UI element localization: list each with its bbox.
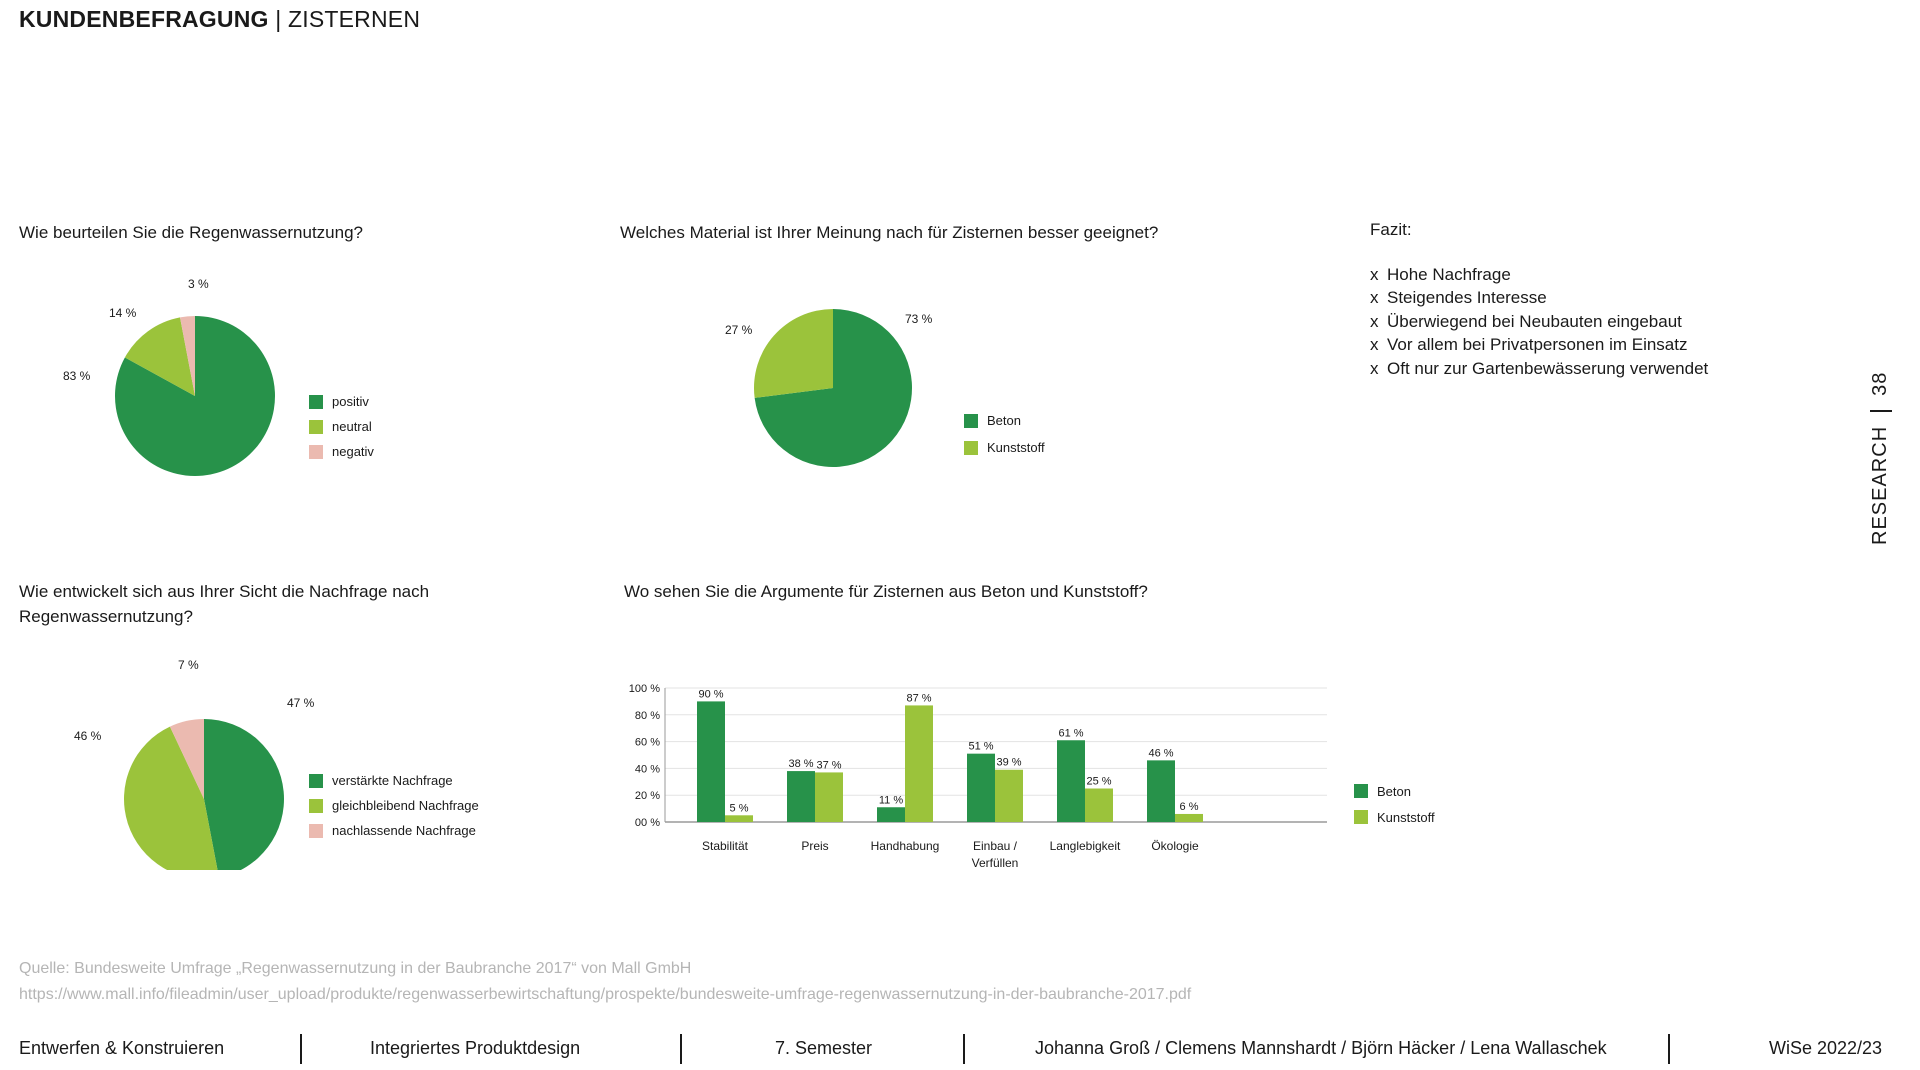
legend-item-positiv	[309, 389, 374, 414]
pie2-slice-kunststoff	[754, 309, 833, 398]
bar-beton-2	[877, 807, 905, 822]
footer-divider	[1668, 1034, 1670, 1064]
footer-term: WiSe 2022/23	[1769, 1038, 1883, 1058]
bar-beton-4	[1057, 740, 1085, 822]
side-section-name: RESEARCH	[1869, 425, 1891, 545]
legend-swatch	[309, 799, 323, 813]
bar-kunststoff-1	[815, 772, 843, 822]
bar-value-label: 39 %	[996, 756, 1022, 769]
bar-beton-3	[967, 754, 995, 822]
footer-program: Integriertes Produktdesign	[370, 1038, 581, 1058]
bar-kunststoff-0	[725, 815, 753, 822]
pie1-label-positiv: 83 %	[63, 369, 91, 383]
source-note	[19, 956, 1191, 1008]
fazit-item-text: Vor allem bei Privatpersonen im Einsatz	[1387, 335, 1688, 354]
fazit-item-text: Überwiegend bei Neubauten eingebaut	[1387, 311, 1682, 331]
legend-swatch	[964, 414, 978, 428]
y-tick-label: 00 %	[634, 817, 660, 829]
legend-item-gleichbleibend-nachfrage	[309, 793, 479, 818]
footer-course: Entwerfen & Konstruieren	[19, 1038, 225, 1058]
bar-value-label: 61 %	[1058, 727, 1084, 740]
x-tick-label: Einbau / Verfüllen	[971, 839, 1019, 870]
pie3-label-verstaerkt: 47 %	[287, 696, 315, 710]
bar-yticks	[629, 683, 660, 829]
pie1-label-neutral: 14 %	[109, 306, 137, 320]
footer-semester: 7. Semester	[775, 1038, 873, 1058]
source-line: Quelle: Bundesweite Umfrage „Regenwassernutzung in der Baubranche 2017“ von Mall GmbH	[19, 960, 692, 977]
fazit-item-text: Steigendes Interesse	[1387, 288, 1547, 307]
x-tick-label: Handhabung	[870, 839, 940, 853]
legend-item-neutral	[309, 414, 374, 439]
bar-value-label: 46 %	[1148, 747, 1174, 760]
bar-chart-arguments	[615, 670, 1335, 890]
legend-label: nachlassende Nachfrage	[332, 823, 476, 838]
fazit-item	[1370, 286, 1708, 310]
bar-value-label: 87 %	[906, 692, 932, 705]
source-url[interactable]: https://www.mall.info/fileadmin/user_upload/produkte/regenwasserbewirtschaftung/prospekte/bundesweite-umfrage-regenwassernutzung-in-der-baubranche-2017.pdf	[19, 986, 1192, 1003]
fazit-item-text: Oft nur zur Gartenbewässerung verwendet	[1387, 358, 1709, 378]
x-tick-label: Ökologie	[1151, 839, 1199, 853]
bar-value-label: 11 %	[878, 794, 904, 807]
y-tick-label: 60 %	[634, 736, 660, 749]
pie2-label-beton: 73 %	[905, 312, 933, 326]
legend-swatch	[1354, 810, 1368, 824]
bullet-x-icon: x	[1370, 264, 1379, 284]
bar-value-label: 25 %	[1086, 775, 1112, 788]
x-tick-label: Stabilität	[701, 839, 749, 853]
footer-divider	[680, 1034, 682, 1064]
question-demand: Wie entwickelt sich aus Ihrer Sicht die Nachfrage nach Regenwassernutzung?	[19, 582, 430, 626]
y-tick-label: 80 %	[634, 709, 660, 722]
fazit-list	[1370, 263, 1708, 381]
footer-divider	[963, 1034, 965, 1064]
bar-kunststoff-2	[905, 705, 933, 822]
y-tick-label: 20 %	[634, 790, 660, 803]
legend-swatch	[964, 441, 978, 455]
y-tick-label: 40 %	[634, 763, 660, 776]
fazit-item	[1370, 357, 1708, 381]
bar-beton-5	[1147, 760, 1175, 822]
legend-label: Kunststoff	[987, 440, 1045, 455]
bar-marks	[697, 688, 1203, 822]
legend-item-verstaerkte-nachfrage	[309, 768, 479, 793]
legend-label: verstärkte Nachfrage	[332, 773, 453, 788]
pie2-legend	[964, 407, 1045, 461]
x-tick-label: Langlebigkeit	[1049, 839, 1121, 853]
bar-value-label: 5 %	[729, 802, 749, 815]
legend-swatch	[309, 420, 323, 434]
pie3-label-nachlassend: 7 %	[178, 658, 199, 672]
legend-swatch	[1354, 784, 1368, 798]
legend-label: Beton	[987, 413, 1021, 428]
fazit-heading: Fazit:	[1370, 220, 1412, 239]
pie1-legend	[309, 389, 374, 464]
legend-item-kunststoff	[1354, 804, 1435, 830]
legend-item-kunststoff	[964, 434, 1045, 461]
fazit-item	[1370, 333, 1708, 357]
title-sub: ZISTERNEN	[287, 6, 421, 32]
fazit-item-text: Hohe Nachfrage	[1387, 264, 1511, 284]
bullet-x-icon: x	[1370, 311, 1379, 331]
fazit-item	[1370, 310, 1708, 334]
pie1-slices	[115, 316, 275, 476]
pie3-label-gleichbleibend: 46 %	[74, 729, 102, 743]
bar-legend	[1354, 778, 1435, 830]
pie2-label-kunststoff: 27 %	[725, 323, 753, 337]
legend-swatch	[309, 824, 323, 838]
legend-label: Kunststoff	[1377, 809, 1435, 825]
legend-label: negativ	[332, 444, 374, 459]
legend-item-nachlassende-nachfrage	[309, 818, 479, 843]
fazit-item	[1370, 263, 1708, 287]
bullet-x-icon: x	[1370, 358, 1379, 378]
legend-label: positiv	[332, 394, 369, 409]
pie2-slices	[754, 309, 912, 467]
legend-label: Beton	[1377, 783, 1411, 799]
bar-beton-0	[697, 701, 725, 822]
bar-beton-1	[787, 771, 815, 822]
legend-swatch	[309, 445, 323, 459]
x-tick-label: Preis	[801, 839, 829, 853]
legend-item-beton	[1354, 778, 1435, 804]
bar-value-label: 38 %	[788, 758, 814, 771]
bar-value-label: 51 %	[968, 740, 994, 753]
bar-value-label: 90 %	[698, 688, 724, 701]
pie3-slice-verst-rkte-nachfrage	[204, 719, 284, 870]
bar-value-label: 6 %	[1179, 800, 1199, 813]
legend-swatch	[309, 774, 323, 788]
legend-swatch	[309, 395, 323, 409]
bullet-x-icon: x	[1370, 335, 1379, 354]
legend-item-negativ	[309, 439, 374, 464]
footer	[0, 1036, 1920, 1066]
title-separator: |	[268, 6, 288, 32]
side-divider	[1870, 410, 1892, 412]
bar-value-label: 37 %	[816, 759, 842, 772]
bar-kunststoff-5	[1175, 814, 1203, 822]
pie3-legend	[309, 768, 479, 843]
pie1-label-negativ: 3 %	[188, 277, 209, 291]
question-rating: Wie beurteilen Sie die Regenwassernutzung?	[19, 223, 363, 242]
question-material: Welches Material ist Ihrer Meinung nach für Zisternen besser geeignet?	[620, 223, 1159, 242]
legend-item-beton	[964, 407, 1045, 434]
page-title	[19, 6, 420, 33]
title-main: KUNDENBEFRAGUNG	[19, 6, 269, 32]
fazit-box	[1370, 218, 1708, 380]
page-number: 38	[1869, 371, 1891, 396]
question-arguments: Wo sehen Sie die Argumente für Zisternen aus Beton und Kunststoff?	[624, 582, 1148, 601]
y-tick-label: 100 %	[628, 683, 660, 695]
bar-kunststoff-3	[995, 770, 1023, 822]
legend-label: gleichbleibend Nachfrage	[332, 798, 479, 813]
bar-xticks	[702, 839, 1199, 870]
footer-authors: Johanna Groß / Clemens Mannshardt / Björn Häcker / Lena Wallaschek	[1035, 1038, 1607, 1058]
bullet-x-icon: x	[1370, 288, 1379, 307]
legend-label: neutral	[332, 419, 372, 434]
pie-chart-material	[700, 250, 1000, 500]
pie3-slices	[124, 719, 284, 870]
footer-divider	[300, 1034, 302, 1064]
pie-chart-rating	[0, 250, 520, 500]
bar-kunststoff-4	[1085, 789, 1113, 823]
